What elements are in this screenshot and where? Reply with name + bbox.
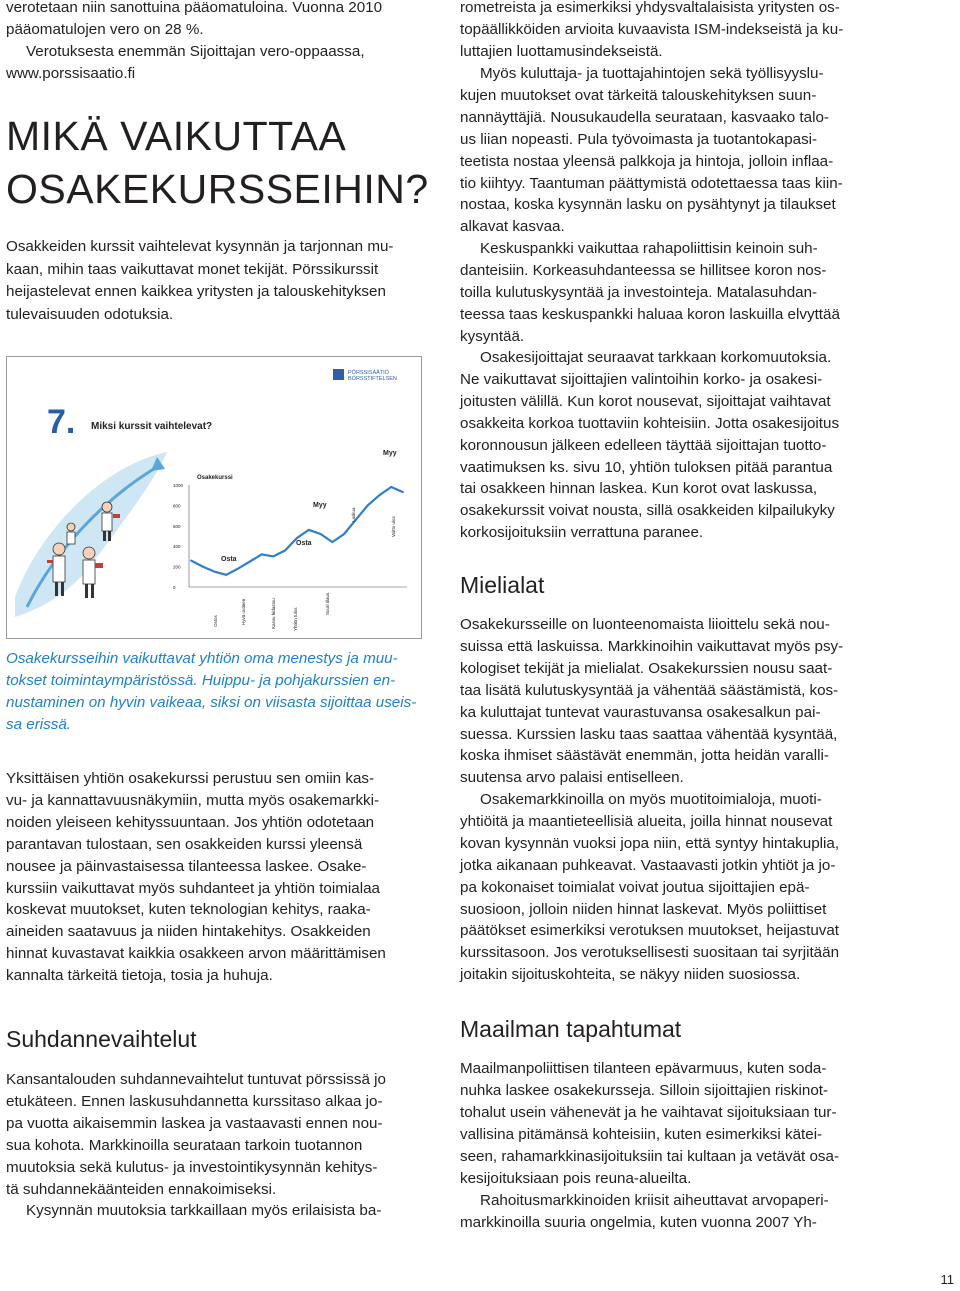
text-line: Ne vaikuttavat sijoittajien valintoihin korko- ja osakesi- xyxy=(460,370,823,388)
text-line: koronnousun jälkeen edelleen täyttää sijoittajan tuotto- xyxy=(460,436,827,454)
chart-point xyxy=(308,529,310,531)
text-line: suessa. Kurssien lasku taas saattaa vähentää kysyntää, xyxy=(460,725,838,743)
logo-line1: PÖRSSISÄÄTIÖ xyxy=(348,370,389,376)
chart-point xyxy=(343,533,345,535)
figure-number: 7. xyxy=(47,403,76,441)
text-line: vaatimuksen ks. sivu 10, yhtiön tuloksen pitää parantua xyxy=(460,458,833,476)
figure-heading: Miksi kurssit vaihtelevat? xyxy=(91,421,213,432)
text-line: vu- ja kannattavuusnäkymiin, mutta myös osakemarkki- xyxy=(6,791,380,809)
figure-illustration xyxy=(7,357,421,638)
text-line: noiden yleiseen kehityssuuntaan. Jos yhtiön odotetaan xyxy=(6,813,375,831)
maailman-para-1 xyxy=(460,1058,884,1189)
event-label: Yhtiön tulos xyxy=(293,607,298,631)
text-line: Yksittäisen yhtiön osakekurssi perustuu sen omiin kas- xyxy=(6,770,375,787)
event-label: Ostos xyxy=(213,615,218,627)
text-line: Kansantalouden suhdannevaihtelut tuntuvat pörssissä jo xyxy=(6,1071,386,1088)
chart-point xyxy=(190,560,192,562)
text-line: joitakin sijoituskohteita, se näkyy niiden suosiossa. xyxy=(460,966,801,984)
y-tick-label: 400 xyxy=(173,544,181,550)
text-line: Myös kuluttaja- ja tuottajahintojen sekä työllisyyslu- xyxy=(480,65,824,82)
text-line: markkinoilla suuria ongelmia, kuten vuonna 2007 Yh- xyxy=(460,1213,817,1231)
text-line: nustaminen on hyvin vaikeaa, siksi on viisasta sijoittaa useis- xyxy=(6,693,417,711)
text-line: osakekurssit voivat nousta, sillä osakkeiden kilpailukyky xyxy=(460,502,835,520)
text-line: tohalut usein vähenevät ja he vaihtavat sijoituksiaan tur- xyxy=(460,1103,837,1121)
event-label: Suuri tilaus xyxy=(325,592,330,615)
intro-tax-text xyxy=(6,0,428,85)
text-line: taa lisätä kulutuskysyntää ja vähentää säästämistä, kos- xyxy=(460,681,839,699)
text-line: topäällikköiden arvioita kuvaavista ISM-indekseistä ja ku- xyxy=(460,20,844,38)
chart-point xyxy=(296,537,298,539)
text-line: koskevat muutokset, kuten teknologian kehitys, raaka- xyxy=(6,901,371,919)
text-line: osakkeita korkoa tuottaviin kohteisiin. Jotta osakesijoitus xyxy=(460,414,840,432)
text-line: Osakekursseihin vaikuttavat yhtiön oma menestys ja muu- xyxy=(6,650,398,667)
y-tick-label: 800 xyxy=(173,503,181,509)
y-tick-label: 1000 xyxy=(173,483,184,488)
text-line: kurssiin vaikuttavat myös suhdanteet ja yhtiön toimialaa xyxy=(6,879,380,897)
text-line: kujen muutokset ovat tärkeitä talouskehityksen suun- xyxy=(460,86,817,104)
chart-point xyxy=(367,505,369,507)
text-line: yhtiöitä ja maantieteellisiä alueita, joilla hinnat nousevat xyxy=(460,812,833,830)
logo-mark xyxy=(333,369,344,380)
page-title xyxy=(6,110,429,216)
text-line: Rahoitusmarkkinoiden kriisit aiheuttavat arvopaperi- xyxy=(480,1192,829,1209)
annotation-sell-2: Myy xyxy=(383,450,397,457)
y-tick-label: 600 xyxy=(173,523,181,529)
text-line: sa erissä. xyxy=(6,715,71,733)
text-line: sua kohota. Markkinoilla seurataan tarkoin tuotannon xyxy=(6,1136,363,1154)
text-line: luttajien luottamusindekseistä. xyxy=(460,42,663,60)
text-line: ka kuluttajat tuntevat vaurastuvansa osakesalkun pai- xyxy=(460,703,821,721)
figure-7 xyxy=(6,356,422,639)
text-line: etukäteen. Ennen laskusuhdannetta kurssitaso alkaa jo- xyxy=(6,1092,383,1110)
chart-point xyxy=(273,556,275,558)
text-line: nannäyttäjiä. Nousukaudella seurataan, kasvaako talo- xyxy=(460,108,829,126)
text-line: nousee ja päinvastaisessa tilanteessa laskee. Osake- xyxy=(6,857,367,875)
intro-paragraph xyxy=(6,236,428,326)
figure-caption xyxy=(6,648,428,736)
text-line: Verotuksesta enemmän Sijoittajan vero-oppaassa, xyxy=(26,42,365,60)
section-heading-maailman-tapahtumat: Maailman tapahtumat xyxy=(460,1016,682,1042)
y-tick-label: 200 xyxy=(173,564,181,570)
text-line: alkavat kasvaa. xyxy=(460,218,565,236)
text-line: suutensa arvo palaisi entiselleen. xyxy=(460,769,684,787)
title-line: OSAKEKURSSEIHIN? xyxy=(6,166,429,212)
right-para-1 xyxy=(460,0,884,63)
chart-point xyxy=(284,549,286,551)
chart-point xyxy=(214,571,216,573)
text-line: parantavan tulostaan, sen osakkeiden kurssi yleensä xyxy=(6,835,363,853)
text-line: pa vuotta aikaisemmin laskea ja vastaavasti ennen nou- xyxy=(6,1114,383,1132)
mielialat-para-2 xyxy=(460,789,884,986)
chart-point xyxy=(379,494,381,496)
right-para-4 xyxy=(460,347,884,544)
text-line: teessa taas keskuspankki haluaa koron laskuilla elvyttää xyxy=(460,305,840,323)
text-line: Kysynnän muutoksia tarkkaillaan myös erilaisista ba- xyxy=(26,1202,382,1220)
text-line: Osakemarkkinoilla on myös muotitoimialoja, muoti- xyxy=(480,791,822,808)
chart-point xyxy=(202,566,204,568)
text-line: www.porssisaatio.fi xyxy=(6,64,136,82)
y-tick-labels xyxy=(173,483,184,590)
text-line: joitusten välillä. Kun korot nousevat, sijoittajat vaihtavat xyxy=(460,392,831,410)
title-line: MIKÄ VAIKUTTAA xyxy=(6,113,347,159)
chart-point xyxy=(249,561,251,563)
text-line: Keskuspankki vaikuttaa rahapoliittisin keinoin suh- xyxy=(480,240,818,257)
chart-point xyxy=(225,574,227,576)
chart-point xyxy=(261,554,263,556)
chart-point xyxy=(390,486,392,488)
text-line: suissa että laskuissa. Markkinoihin vaikuttavat myös psy- xyxy=(460,637,844,655)
text-line: nuhka laskee osakekursseja. Silloin sijoittajien riskinot- xyxy=(460,1081,829,1099)
right-para-2 xyxy=(460,63,884,238)
text-line: vallisina pitämänsä kohteisiin, kuten esimerkiksi kätei- xyxy=(460,1125,823,1143)
text-line: kysyntää. xyxy=(460,327,525,345)
text-line: tokset toimintaympäristössä. Huippu- ja pohjakurssien en- xyxy=(6,671,396,689)
page-number: 11 xyxy=(940,1272,954,1287)
text-line: kovan kysynnän vuoksi jopa niin, että syntyy hintakuplia, xyxy=(460,834,840,852)
section-heading-suhdannevaihtelut: Suhdannevaihtelut xyxy=(6,1026,197,1052)
text-line: suosioon, jolloin niiden hinnat laskevat. Myös poliittiset xyxy=(460,900,827,918)
event-label: Voitto ulos xyxy=(391,516,396,537)
text-line: jotka aikanaan puhkeavat. Vastaavasti jotkin yhtiöt ja jo- xyxy=(460,856,836,874)
section-heading-mielialat: Mielialat xyxy=(460,572,545,598)
chart-point xyxy=(331,541,333,543)
logo-line2: BÖRSSTIFTELSEN xyxy=(348,376,397,382)
text-line: Maailmanpoliittisen tilanteen epävarmuus, kuten soda- xyxy=(460,1060,827,1077)
y-tick-label: 0 xyxy=(173,585,176,590)
text-line: heijastelevat ennen kaikkea yritysten ja talouskehityksen xyxy=(6,283,386,300)
annotation-buy-1: Osta xyxy=(221,556,237,563)
annotation-buy-2: Osta xyxy=(296,540,312,547)
text-line: tä suhdannekäänteiden ennakoimiseksi. xyxy=(6,1180,277,1198)
text-line: kannalta tärkeitä tietoja, tosia ja huhuja. xyxy=(6,967,273,985)
chart-point xyxy=(320,533,322,535)
event-label: Hyvä uutinen xyxy=(241,598,246,625)
text-line: Osakekursseille on luonteenomaista liioittelu sekä nou- xyxy=(460,616,830,633)
text-line: us liian nopeasti. Pula työvoimasta ja tuotantokapasi- xyxy=(460,130,818,148)
text-line: rometreista ja esimerkiksi yhdysvaltalaisista yritysten os- xyxy=(460,0,840,16)
text-line: tai osakkeen hinnan laskea. Kun korot ovat laskussa, xyxy=(460,480,818,498)
text-line: tulevaisuuden odotuksia. xyxy=(6,305,174,323)
text-line: pa kokonaiset toimialat voivat joutua sijoittajien epä- xyxy=(460,878,810,896)
text-line: Osakkeiden kurssit vaihtelevat kysynnän ja tarjonnan mu- xyxy=(6,238,394,255)
text-line: toilla kulutuskysyntää ja investointeja. Matalasuhdan- xyxy=(460,283,818,301)
text-line: korkosijoituksiin verrattuna paranee. xyxy=(460,524,704,542)
chart-point xyxy=(237,568,239,570)
text-line: kurssitasoon. Jos verotuksellisesti suositaan tai syrjitään xyxy=(460,944,840,962)
text-line: kologiset tekijät ja mielialat. Osakekurssien nousu saat- xyxy=(460,659,833,677)
text-line: kesijoituksiaan pois reuna-alueilta. xyxy=(460,1169,692,1187)
text-line: muutoksia sekä kulutus- ja investointikysynnän kehitys- xyxy=(6,1158,378,1176)
text-line: verotetaan niin sanottuina pääomatuloina. Vuonna 2010 xyxy=(6,0,383,16)
mielialat-para-1 xyxy=(460,614,884,789)
section1-paragraph xyxy=(6,1069,428,1222)
text-line: nostaa, koska kysynnän lasku on pysähtynyt ja tilaukset xyxy=(460,196,836,214)
text-line: tio kiihtyy. Taantuman päättymistä odotettaessa taas kiin- xyxy=(460,174,843,192)
annotation-sell-1: Myy xyxy=(313,502,327,509)
event-label: Kasvu hidastuu xyxy=(271,598,276,629)
right-para-3 xyxy=(460,238,884,348)
maailman-para-2 xyxy=(460,1190,884,1234)
text-line: kaan, mihin taas vaikuttavat monet tekijät. Pörssikurssit xyxy=(6,260,379,278)
text-line: päätökset esimerkiksi verotuksen muutokset, heijastuvat xyxy=(460,922,840,940)
body-paragraph xyxy=(6,768,428,987)
text-line: aineiden saatavuus ja niiden hintakehitys. Osakkeiden xyxy=(6,923,371,941)
text-line: hinnat kuvastavat kaikkia osakkeen arvon määrittämisen xyxy=(6,945,386,963)
text-line: Osakesijoittajat seuraavat tarkkaan korkomuutoksia. xyxy=(480,349,832,366)
chart-title: Osakekurssi xyxy=(197,475,233,481)
text-line: pääomatulojen vero on 28 %. xyxy=(6,20,204,38)
chart-point xyxy=(402,491,404,493)
event-label: Laskua xyxy=(351,507,356,522)
text-line: seen, rahamarkkinasijoituksiin tai kultaan ja vetävät osa- xyxy=(460,1147,840,1165)
text-line: danteisiin. Korkeasuhdanteessa se hillitsee koron nos- xyxy=(460,261,827,279)
text-line: koska ihmiset säästävät enemmän, jotta heidän varalli- xyxy=(460,747,829,765)
text-line: teetista nostaa yleensä palkkoja ja hintoja, jolloin inflaa- xyxy=(460,152,834,170)
